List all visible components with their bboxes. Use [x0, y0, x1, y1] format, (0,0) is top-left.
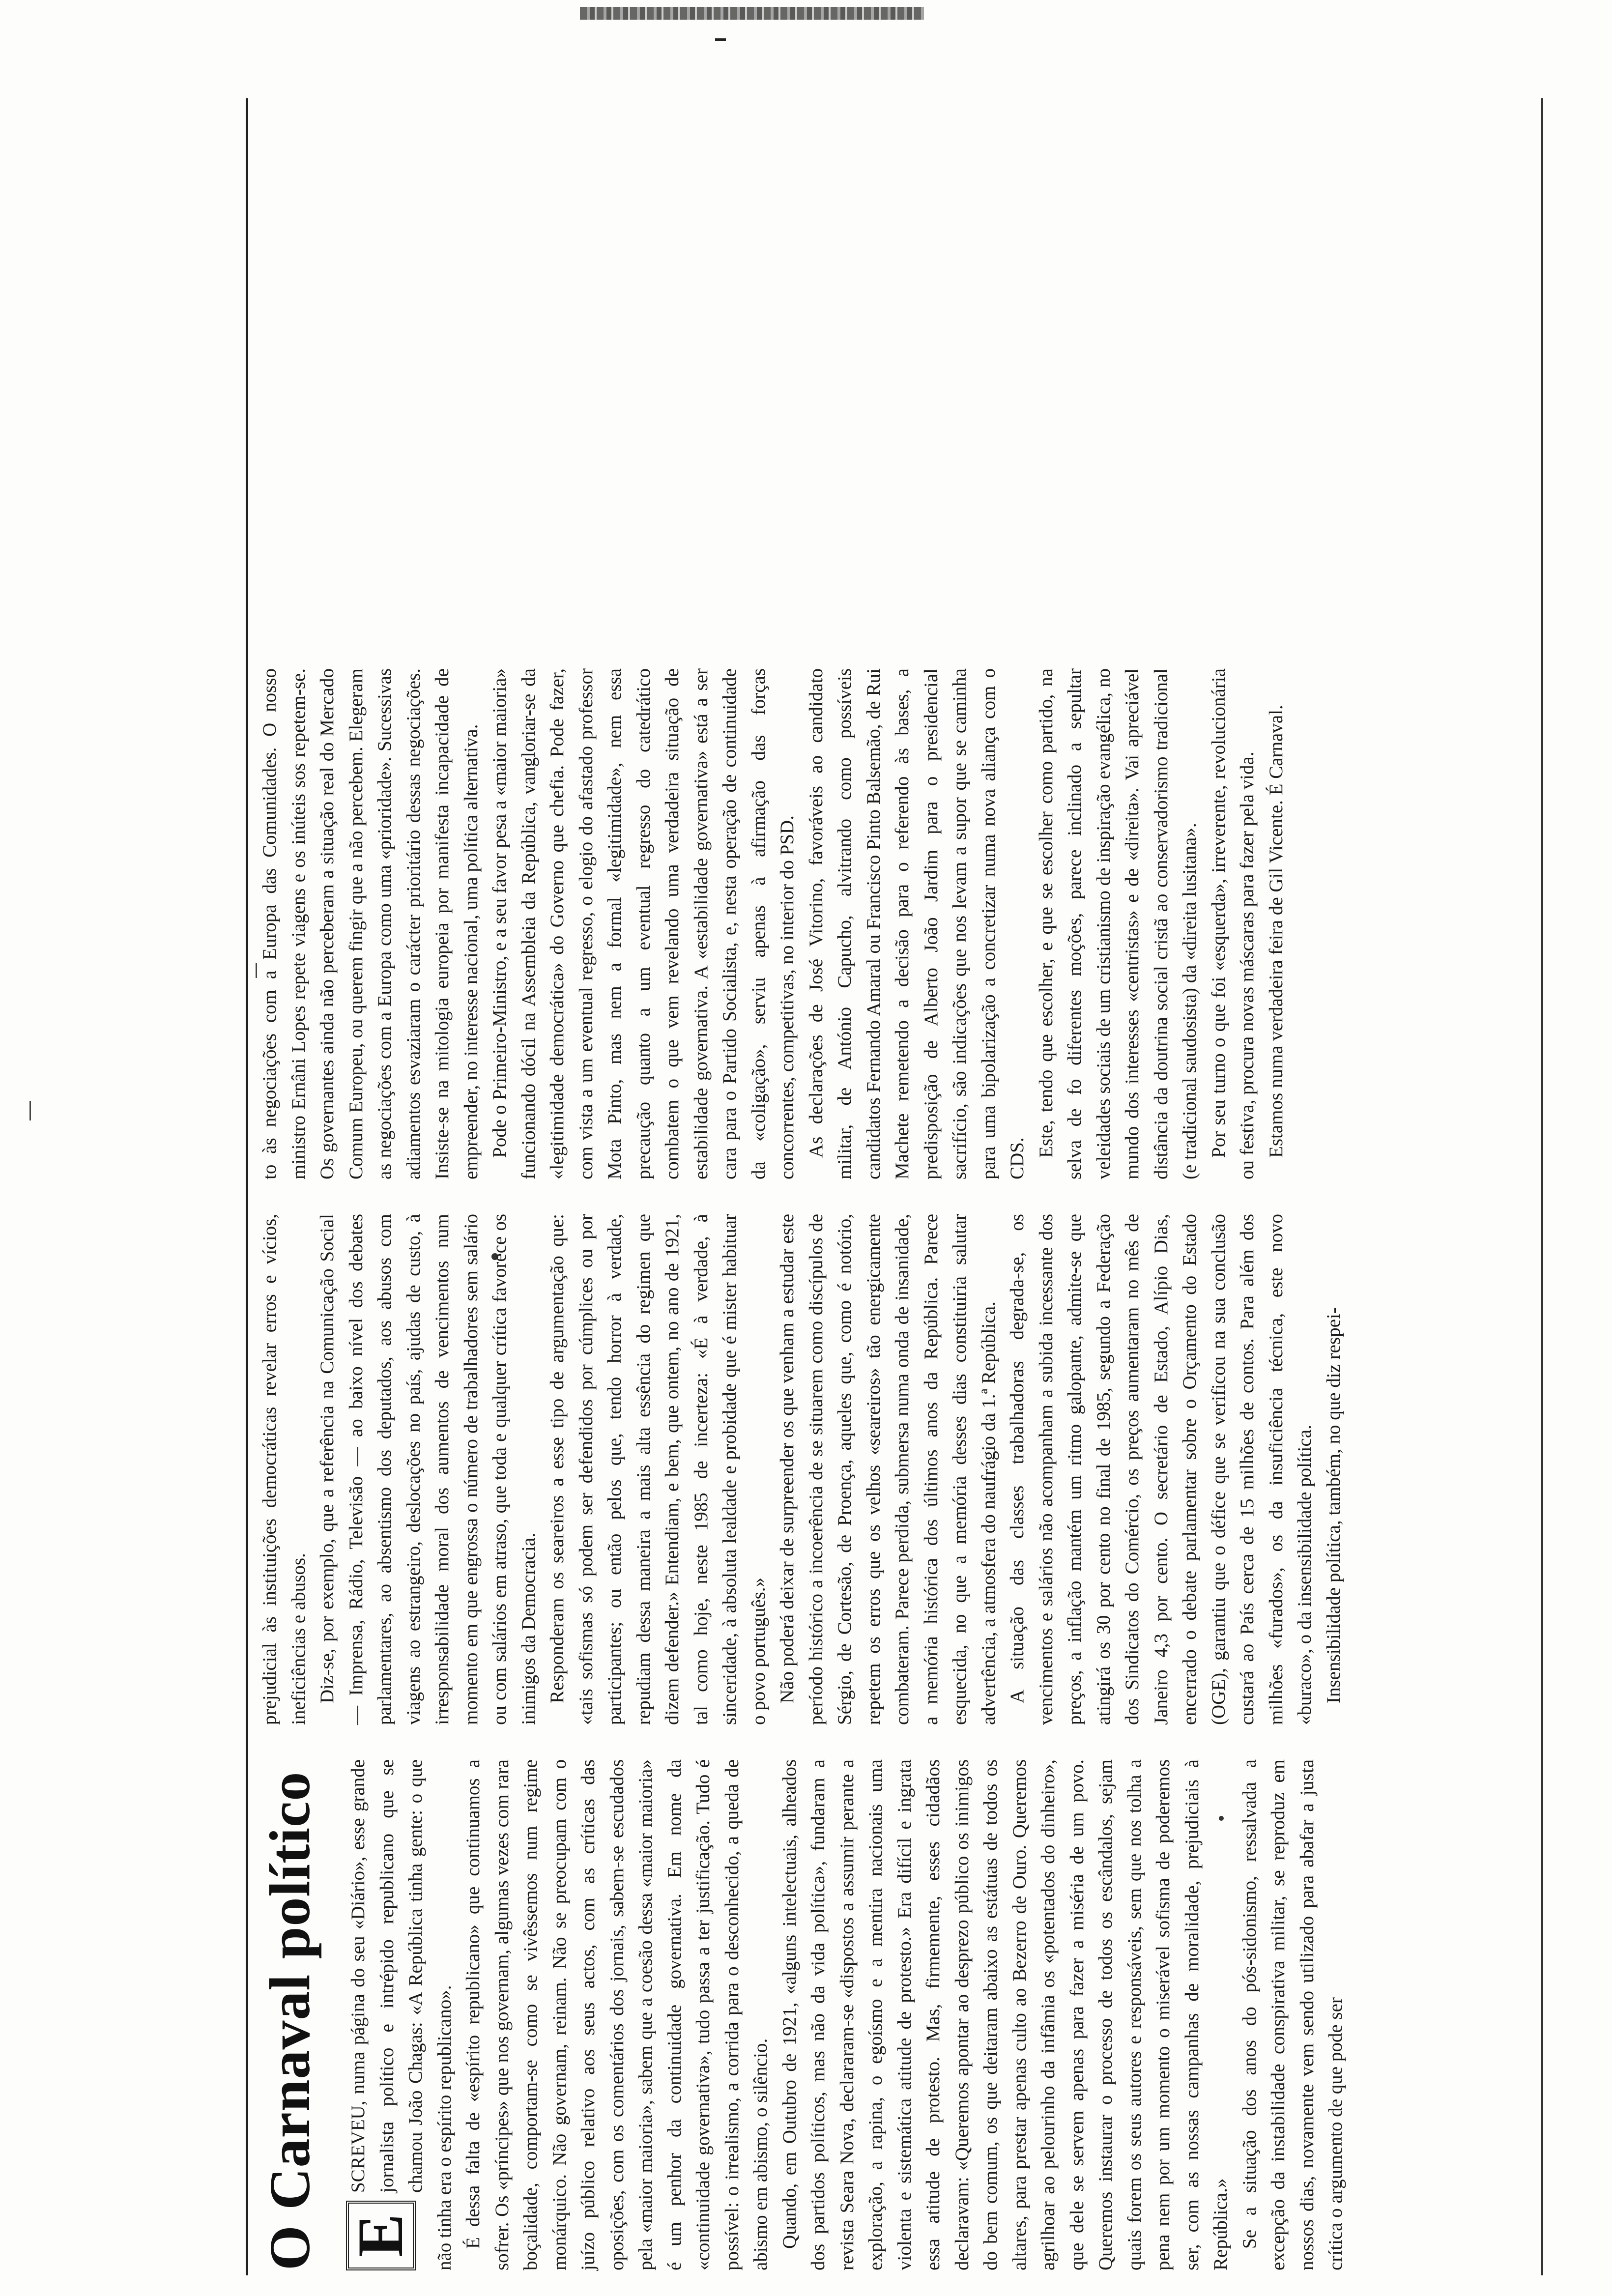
article-paragraph: prejudicial às instituições democráticas revelar erros e vícios, ineficiências e abusos. — [259, 1214, 309, 1725]
scan-artifact-bar — [580, 7, 924, 20]
article-paragraph: to às negociações com a Europa das Comunidades. O nosso ministro Ernâni Lopes repete viagens e os inúteis sos repetem-se. Os governantes ainda não perceberam a situação real do Mercado Comum Europeu, ou querem fingir que a não percebem. Elegeram as negociações com a Europa como uma «prioridade». Sucessivas adiamentos esvaziaram o carácter prioritário dessas negociações. Insiste-se na mitologia europeia por manifesta incapacidade de empreender, no interesse nacional, uma política alternativa. — [259, 668, 482, 1179]
article-paragraph: Se a situação dos anos do pós-sidonismo, ressalvada a excepção da instabilidade conspirativa militar, se reproduz em nossos dias, novamente vem sendo utilizado para abafar a justa crítica o argumento de que pode ser — [1238, 1759, 1346, 2270]
article-paragraph: Pode o Primeiro-Ministro, e a seu favor pesa a «maior maioria» funcionando dócil na Assembleia da República, vangloriar-se da «legitimidade democrática» do Governo que chefia. Pode fazer, com vista a um eventual regresso, o elogio do afastado professor Mota Pinto, mas nem a formal «legitimidade», nem essa precaução quanto a um eventual regresso do catedrático combatem o que vem revelando uma verdadeira situação de estabilidade governativa. A «estabilidade governativa» está a ser cara para o Partido Socialista, e, nesta operação de continuidade da «coligação», serviu apenas à afirmação das forças concorrentes, competitivas, no interior do PSD. — [489, 668, 798, 1179]
article-column-2 — [256, 1214, 1348, 1725]
article-column-3 — [256, 668, 1291, 1179]
newspaper-article — [246, 98, 1543, 2275]
article-bottom-rule — [1541, 98, 1543, 2275]
article-paragraph: Quando, em Outubro de 1921, «alguns intelectuais, alheados dos partidos políticos, mas não da vida política», fundaram a revista Seara Nova, declararam-se «dispostos a assumir perante a exploração, a rapina, o egoísmo e a mentira nacionais uma violenta e sistemática atitude de protesto.» Era difícil e ingrata essa atitude de protesto. Mas, firmemente, esses cidadãos declaravam: «Queremos apontar ao desprezo público os inimigos do bem comum, os que deitaram abaixo as estátuas de todos os altares, para prestar apenas culto ao Bezerro de Ouro. Queremos agrilhoar ao pelourinho da infâmia os «potentados do dinheiro», que dele se servem apenas para fazer a miséria de um povo. Queremos instaurar o processo de todos os escândalos, sejam quais forem os seus autores e responsáveis, sem que nos tolha a pena nem por um momento o miserável sofisma de poderemos ser, com as nossas campanhas de moralidade, prejudiciais à República.» — [778, 1759, 1231, 2270]
article-paragraph: A situação das classes trabalhadoras degrada-se, os vencimentos e salários não acompanham a subida incessante dos preços, a inflação mantém um ritmo galopante, admite-se que atingirá os 30 por cento no final de 1985, segundo a Federação dos Sindicatos do Comércio, os preços aumentaram no mês de Janeiro 4,3 por cento. O secretário de Estado, Alípio Dias, encerrado o debate parlamentar sobre o Orçamento do Estado (OGE), garantiu que o défice que se verificou na sua conclusão custará ao País cerca de 15 milhões de contos. Para além dos milhões «furados», os da insuficiência técnica, este novo «buraco», o da insensibilidade política. — [1007, 1214, 1315, 1725]
article-paragraph: Estamos numa verdadeira feira de Gil Vicente. É Carnaval. — [1265, 705, 1287, 1158]
article-paragraph: E SCREVEU, numa página do seu «Diário», esse grande jornalista político e intrépido republicano que se chamou João Chagas: «A República tinha gente: o que não tinha era o espírito republicano». — [344, 1759, 455, 2270]
article-column-1 — [344, 1759, 1351, 2270]
article-headline: O Carnaval político — [258, 1771, 322, 2270]
article-paragraph: As declarações de José Vitorino, favoráveis ao candidato militar, de António Capucho, alvitrando como possíveis candidatos Fernando Amaral ou Francisco Pinto Balsemão, de Rui Machete remetendo a decisão para o referendo às bases, a predisposição de Alberto João Jardim para o presidencial sacrifício, são indicações que nos levam a supor que se caminha para uma bipolarização a concretizar numa nova aliança com o CDS. — [805, 668, 1028, 1179]
article-paragraph: Este, tendo que escolher, e que se escolher como partido, na selva de fo diferentes moções, parece inclinado a sepultar veleidades sociais de um cristianismo de inspiração evangélica, no mundo dos interesses «centristas» e de «direita». Vai apreciável distância da doutrina social cristã ao conservadorismo tradicional (e tradicional saudosista) da «direita lusitana». — [1035, 668, 1200, 1179]
scan-artifact-dash — [715, 38, 726, 41]
article-paragraph: É dessa falta de «espírito republicano» que continuamos a sofrer. Os «príncipes» que nos governam, algumas vezes com rara boçalidade, comportam-se como se vivêssemos num regime monárquico. Não governam, reinam. Não se preocupam com o juízo público relativo aos seus actos, com as críticas das oposições, com os comentários dos jornais, sabem-se escudados pela «maior maioria», sabem que a coesão dessa «maior maioria» é um penhor da continuidade governativa. Em nome da «continuidade governativa», tudo passa a ter justificação. Tudo é possível: o irrealismo, a corrida para o desconhecido, a queda de abismo em abismo, o silêncio. — [462, 1759, 771, 2270]
article-paragraph: Não poderá deixar de surpreender os que venham a estudar este período histórico a incoerência de se situarem como discípulos de Sérgio, de Cortesão, de Proença, aqueles que, como é notório, repetem os erros que os velhos «seareiros» tão energicamente combateram. Parece perdida, submersa numa onda de insanidade, a memória histórica dos últimos anos da República. Parece esquecida, no que a memória desses dias constituiria salutar advertência, a atmosfera do naufrágio da 1.ª República. — [777, 1214, 999, 1725]
drop-cap: E — [346, 2201, 416, 2270]
article-paragraph: Por seu turno o que foi «esquerda», irreverente, revolucionária ou festiva, procura novas máscaras para fazer pela vida. — [1208, 668, 1258, 1179]
article-paragraph: Responderam os seareiros a esse tipo de argumentação que: «tais sofismas só podem ser defendidos por cúmplices ou por participantes; ou então pelos que, tendo horror à verdade, repudiam dessa maneira a mais alta essência do regimen que dizem defender.» Entendiam, e bem, que ontem, no ano de 1921, tal como hoje, neste 1985 de incerteza: «É à verdade, à sinceridade, à absoluta lealdade e probidade que é mister habituar o povo português.» — [547, 1214, 769, 1725]
margin-mark — [29, 1101, 31, 1120]
article-paragraph: Insensibilidade política, também, no que diz respei- — [1323, 1307, 1344, 1703]
article-top-rule — [246, 98, 248, 2275]
article-paragraph: Diz-se, por exemplo, que a referência na Comunicação Social — Imprensa, Rádio, Televisão — ao baixo nível dos debates parlamentares, ao absentismo dos deputados, aos abusos com viagens ao estrangeiro, deslocações no país, ajudas de custo, à irresponsabilidade moral dos aumentos de vencimentos num momento em que engrossa o número de trabalhadores sem salário ou com salários em atraso, que toda e qualquer crítica favorece os inimigos da Democracia. — [317, 1214, 539, 1725]
